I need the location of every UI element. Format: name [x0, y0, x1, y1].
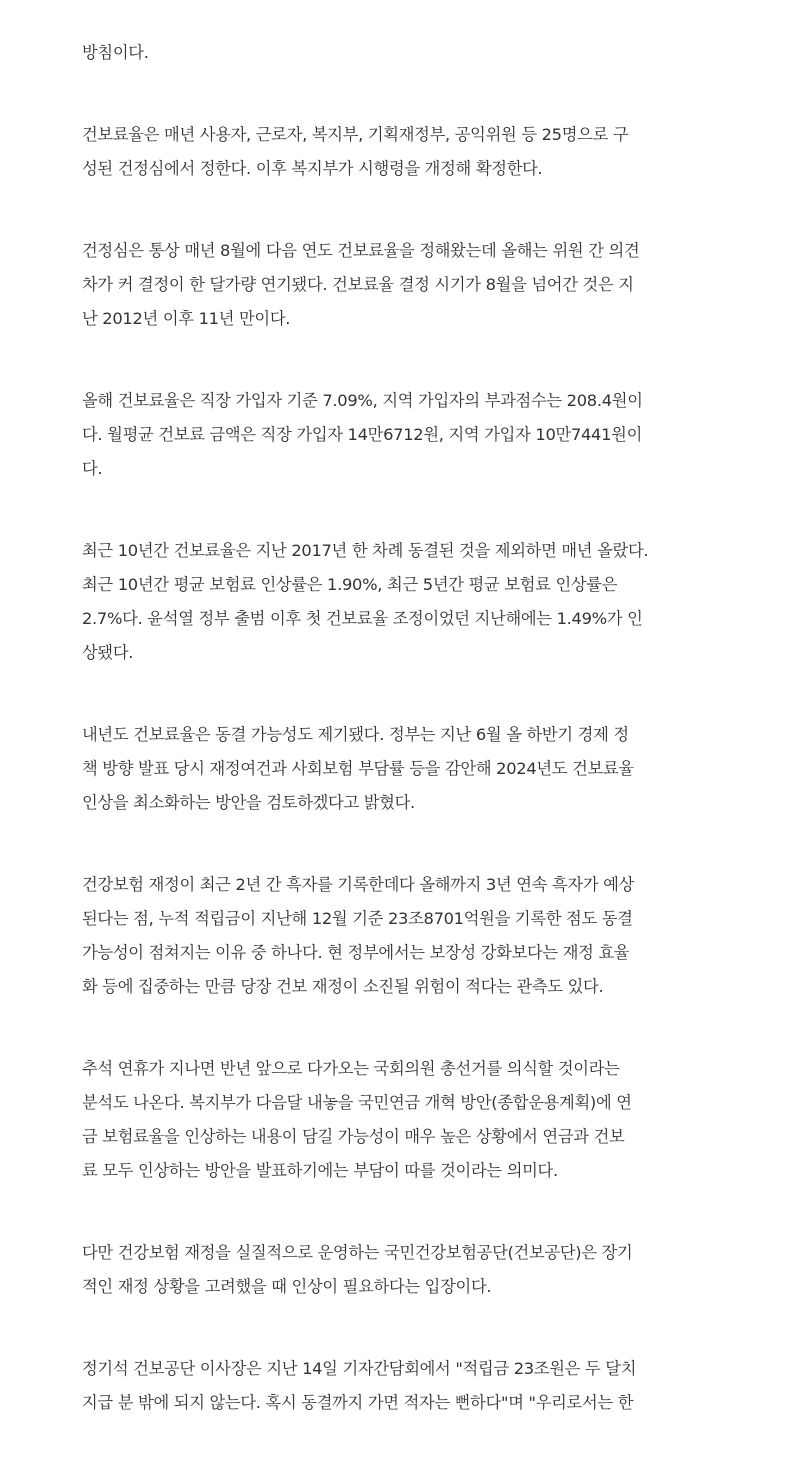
text-line: 가능성이 점쳐지는 이유 중 하나다. 현 정부에서는 보장성 강화보다는 재정 효율 [82, 943, 630, 962]
text-line: 책 방향 발표 당시 재정여건과 사회보험 부담률 등을 감안해 2024년도 건보료율 [82, 759, 634, 778]
text-line: 건정심은 통상 매년 8월에 다음 연도 건보료율을 정해왔는데 올해는 위원 간 의견 [82, 241, 640, 260]
paragraph-5 [82, 534, 722, 670]
paragraph-7 [82, 868, 722, 1004]
text-line: 성된 건정심에서 정한다. 이후 복지부가 시행령을 개정해 확정한다. [82, 159, 543, 178]
text-line: 건강보험 재정이 최근 2년 간 흑자를 기록한데다 올해까지 3년 연속 흑자가 예상 [82, 875, 635, 894]
text-line: 분석도 나온다. 복지부가 다음달 내놓을 국민연금 개혁 방안(종합운용계획)에 연 [82, 1093, 632, 1112]
text-line: 최근 10년간 건보료율은 지난 2017년 한 차례 동결된 것을 제외하면 매년 올랐다. [82, 541, 649, 560]
text-line: 인상을 최소화하는 방안을 검토하겠다고 밝혔다. [82, 793, 415, 812]
text-line: 추석 연휴가 지나면 반년 앞으로 다가오는 국회의원 총선거를 의식할 것이라는 [82, 1059, 620, 1078]
text-line: 된다는 점, 누적 적립금이 지난해 12월 기준 23조8701억원을 기록한 점도 동결 [82, 909, 633, 928]
text-line: 건보료율은 매년 사용자, 근로자, 복지부, 기획재정부, 공익위원 등 25명으로 구 [82, 125, 629, 144]
paragraph-6 [82, 718, 722, 820]
paragraph-10 [82, 1352, 722, 1420]
text-line: 다. [82, 459, 103, 478]
paragraph-1 [82, 36, 722, 70]
text-line: 금 보험료율을 인상하는 내용이 담길 가능성이 매우 높은 상황에서 연금과 건보 [82, 1127, 625, 1146]
article-body [82, 36, 722, 1468]
paragraph-9 [82, 1236, 722, 1304]
text-line: 난 2012년 이후 11년 만이다. [82, 309, 291, 328]
text-line: 올해 건보료율은 직장 가입자 기준 7.09%, 지역 가입자의 부과점수는 208.4원이 [82, 391, 643, 410]
text-line: 최근 10년간 평균 보험료 인상률은 1.90%, 최근 5년간 평균 보험료 인상률은 [82, 575, 618, 594]
text-line: 지급 분 밖에 되지 않는다. 혹시 동결까지 가면 적자는 뻔하다"며 "우리로서는 한 [82, 1393, 634, 1412]
text-line: 상됐다. [82, 643, 134, 662]
text-line: 정기석 건보공단 이사장은 지난 14일 기자간담회에서 "적립금 23조원은 두 달치 [82, 1359, 637, 1378]
paragraph-2 [82, 118, 722, 186]
text-line: 료 모두 인상하는 방안을 발표하기에는 부담이 따를 것이라는 의미다. [82, 1161, 558, 1180]
text-line: 적인 재정 상황을 고려했을 때 인상이 필요하다는 입장이다. [82, 1277, 492, 1296]
text-line: 다. 월평균 건보료 금액은 직장 가입자 14만6712원, 지역 가입자 10만7441원이 [82, 425, 643, 444]
paragraph-8 [82, 1052, 722, 1188]
text-line: 차가 커 결정이 한 달가량 연기됐다. 건보료율 결정 시기가 8월을 넘어간 것은 지 [82, 275, 634, 294]
text-line: 2.7%다. 윤석열 정부 출범 이후 첫 건보료율 조정이었던 지난해에는 1.49%가 인 [82, 609, 643, 628]
paragraph-3 [82, 234, 722, 336]
text-line: 화 등에 집중하는 만큼 당장 건보 재정이 소진될 위험이 적다는 관측도 있다. [82, 977, 604, 996]
text-line: 다만 건강보험 재정을 실질적으로 운영하는 국민건강보험공단(건보공단)은 장기 [82, 1243, 633, 1262]
text-line: 내년도 건보료율은 동결 가능성도 제기됐다. 정부는 지난 6월 올 하반기 경제 정 [82, 725, 629, 744]
text-line: 방침이다. [82, 43, 149, 62]
paragraph-4 [82, 384, 722, 486]
